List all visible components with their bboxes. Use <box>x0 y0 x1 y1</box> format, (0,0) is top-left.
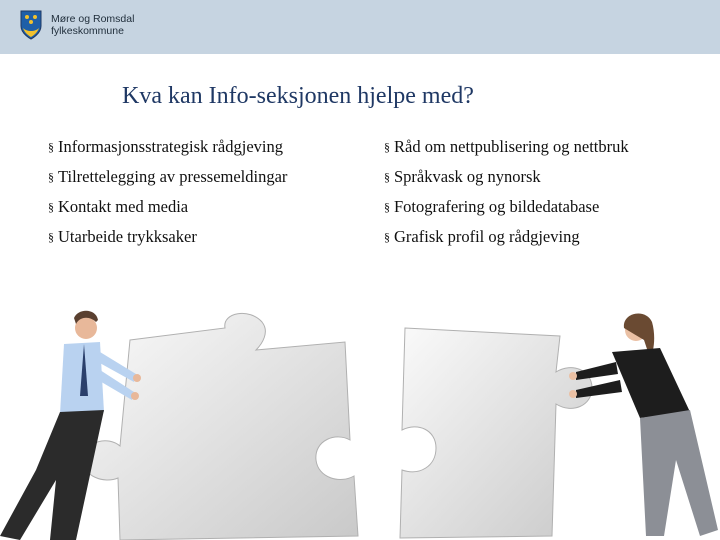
organization-name <box>51 13 134 37</box>
list-item-text: Utarbeide trykksaker <box>58 227 197 246</box>
bullet-icon: § <box>48 140 54 154</box>
header-band <box>0 0 720 54</box>
bullet-icon: § <box>384 230 390 244</box>
puzzle-pieces-people-pushing-icon <box>0 300 720 540</box>
list-item <box>384 166 629 196</box>
right-bullet-list <box>384 136 629 256</box>
slide-title: Kva kan Info-seksjonen hjelpe med? <box>122 83 474 109</box>
list-item <box>48 136 287 166</box>
list-item-text: Råd om nettpublisering og nettbruk <box>394 137 629 156</box>
list-item <box>384 226 629 256</box>
woman-figure <box>569 313 718 536</box>
org-line-1: Møre og Romsdal <box>51 13 135 25</box>
coat-of-arms-icon <box>20 10 42 40</box>
list-item <box>48 166 287 196</box>
list-item-text: Kontakt med media <box>58 197 189 216</box>
bullet-icon: § <box>48 170 54 184</box>
list-item <box>384 196 629 226</box>
logo <box>20 6 150 50</box>
list-item <box>48 196 287 226</box>
list-item-text: Informasjonsstrategisk rådgjeving <box>58 137 283 156</box>
list-item-text: Språkvask og nynorsk <box>394 167 541 186</box>
right-puzzle-piece <box>400 328 592 538</box>
left-bullet-list <box>48 136 287 256</box>
bullet-icon: § <box>48 200 54 214</box>
list-item <box>384 136 629 166</box>
left-puzzle-piece <box>84 313 358 540</box>
bullet-icon: § <box>384 200 390 214</box>
list-item-text: Tilrettelegging av pressemeldingar <box>58 167 288 186</box>
bullet-icon: § <box>48 230 54 244</box>
bullet-icon: § <box>384 170 390 184</box>
list-item-text: Fotografering og bildedatabase <box>394 197 600 216</box>
list-item-text: Grafisk profil og rådgjeving <box>394 227 580 246</box>
org-line-2: fylkeskommune <box>51 25 124 37</box>
list-item <box>48 226 287 256</box>
bullet-icon: § <box>384 140 390 154</box>
